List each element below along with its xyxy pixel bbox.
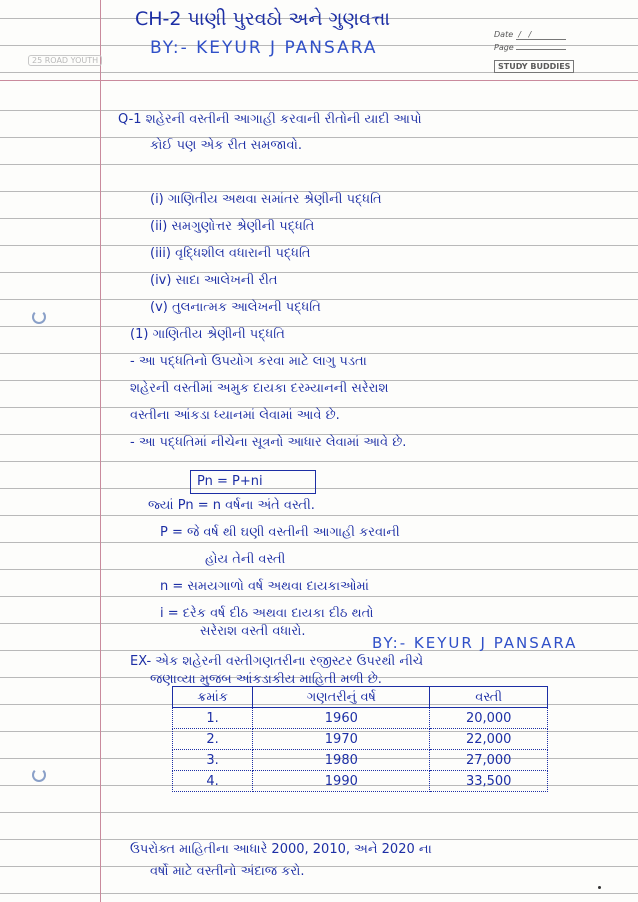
example-line-2: જણાવ્યા મુજબ આંકડાકીય માહિતી મળી છે. [150, 672, 382, 687]
method-item: (i) ગાણિતીય અથવા સમાંતર શ્રેણીની પદ્ધતિ [150, 192, 382, 207]
cell-year: 1980 [253, 750, 430, 771]
definition-line: જ્યાં Pn = n વર્ષના અંતે વસ્તી. [148, 498, 315, 513]
census-table [172, 686, 548, 792]
definition-line: હોય તેની વસ્તી [205, 552, 286, 567]
cell-serial: 2. [173, 729, 253, 750]
author-byline: BY:- KEYUR J PANSARA [150, 38, 378, 58]
table-row [173, 771, 548, 792]
explanation-line: - આ પદ્ધતિનો ઉપયોગ કરવા માટે લાગુ પડતા [130, 354, 367, 369]
question-line-1: Q-1 શહેરની વસ્તીની આગાહી કરવાની રીતોની યાદી આપો [118, 112, 422, 127]
header-rule [0, 80, 638, 81]
table-row [173, 750, 548, 771]
cell-year: 1970 [253, 729, 430, 750]
col-header-serial: ક્રમાંક [173, 687, 253, 708]
cell-population: 22,000 [430, 729, 548, 750]
method-item: (iii) વૃદ્ધિશીલ વધારાની પદ્ધતિ [150, 246, 311, 261]
example-line-1: EX- એક શહેરની વસ્તીગણતરીના રજીસ્ટર ઉપરથી નીચે [130, 654, 424, 669]
cell-population: 33,500 [430, 771, 548, 792]
definition-line: n = સમયગાળો વર્ષ અથવા દાયકાઓમાં [160, 579, 369, 594]
cell-serial: 3. [173, 750, 253, 771]
conclusion-line-2: વર્ષો માટે વસ્તીનો અંદાજ કરો. [150, 864, 305, 879]
page-field: Page [494, 43, 566, 52]
explanation-line: વસ્તીના આંકડા ધ્યાનમાં લેવામાં આવે છે. [130, 408, 340, 423]
method-heading: (1) ગાણિતીય શ્રેણીની પદ્ધતિ [130, 327, 285, 342]
method-item: (iv) સાદા આલેખની રીત [150, 273, 278, 288]
hole-punch-mark [32, 768, 46, 782]
date-field: Date / / [494, 30, 566, 40]
hole-punch-mark [32, 310, 46, 324]
cell-serial: 1. [173, 708, 253, 729]
method-item: (v) તુલનાત્મક આલેખની પદ્ધતિ [150, 300, 321, 315]
margin-line [100, 0, 101, 902]
author-byline-repeat: BY:- KEYUR J PANSARA [372, 634, 578, 652]
table-row [173, 729, 548, 750]
cell-serial: 4. [173, 771, 253, 792]
definition-line: P = જે વર્ષ થી ઘણી વસ્તીની આગાહી કરવાની [160, 525, 400, 540]
cell-population: 27,000 [430, 750, 548, 771]
page-title: CH-2 પાણી પુરવઠો અને ગુણવત્તા [135, 8, 391, 30]
date-page-fields [494, 30, 566, 55]
cell-population: 20,000 [430, 708, 548, 729]
col-header-year: ગણતરીનું વર્ષ [253, 687, 430, 708]
definition-line: સરેરાશ વસ્તી વધારો. [200, 624, 306, 639]
definition-line: i = દરેક વર્ષ દીઠ અથવા દાયકા દીઠ થતો [160, 606, 374, 621]
faint-brand-logo: 25 ROAD YOUTH [28, 55, 102, 66]
cell-year: 1990 [253, 771, 430, 792]
study-buddies-brand: STUDY BUDDIES [494, 60, 574, 73]
formula-box: Pn = P+ni [190, 470, 316, 494]
method-item: (ii) સમગુણોત્તર શ્રેણીની પદ્ધતિ [150, 219, 315, 234]
col-header-population: વસ્તી [430, 687, 548, 708]
explanation-line: - આ પદ્ધતિમાં નીચેના સૂત્રનો આધાર લેવામાં આવે છે. [130, 435, 407, 450]
table-header-row [173, 687, 548, 708]
cell-year: 1960 [253, 708, 430, 729]
conclusion-line-1: ઉપરોક્ત માહિતીના આધારે 2000, 2010, અને 2020 ના [130, 842, 432, 857]
question-line-2: કોઈ પણ એક રીત સમજાવો. [150, 138, 302, 153]
explanation-line: શહેરની વસ્તીમાં અમુક દાયકા દરમ્યાનની સરેરાશ [130, 381, 389, 396]
table-row [173, 708, 548, 729]
ink-dot [598, 886, 601, 889]
